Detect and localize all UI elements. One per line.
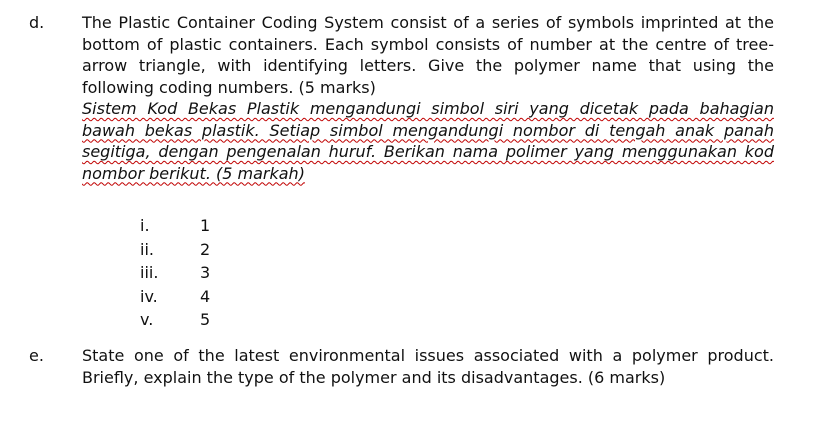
item-code-number: 5 <box>200 310 211 329</box>
item-code-number: 1 <box>200 216 211 235</box>
list-item <box>140 309 230 333</box>
list-item <box>140 262 230 286</box>
question-e-label: e. <box>29 346 44 365</box>
question-d-english: The Plastic Container Coding System consist of a series of symbols imprinted at the bottom of plastic containers. Each symbol consists of number at the centre of tree-arrow triangle, with identifying letters. Give the polymer name that using the following coding numbers. (5 marks) <box>82 13 774 97</box>
item-roman-numeral: i. <box>140 216 150 235</box>
item-roman-numeral: ii. <box>140 239 154 259</box>
question-d-malay: Sistem Kod Bekas Plastik mengandungi simbol siri yang dicetak pada bahagian bawah bekas plastik. Setiap simbol mengandungi nombor di tengah anak panah segitiga, dengan pengenalan huruf. Berikan nama polimer yang menggunakan kod nombor berikut. (5 markah) <box>82 99 774 183</box>
question-e-text: State one of the latest environmental issues associated with a polymer product. Briefly, explain the type of the polymer and its disadvantages. (6 marks) <box>82 346 774 387</box>
question-d-text <box>82 12 774 184</box>
list-item <box>140 239 230 263</box>
item-code-number: 2 <box>200 239 211 259</box>
item-code-number: 3 <box>200 263 211 282</box>
list-item <box>140 215 230 239</box>
coding-number-list <box>140 215 230 333</box>
item-roman-numeral: v. <box>140 310 154 329</box>
item-roman-numeral: iv. <box>140 286 158 306</box>
item-code-number: 4 <box>200 286 211 306</box>
list-item <box>140 286 230 310</box>
item-roman-numeral: iii. <box>140 263 159 282</box>
question-d-label: d. <box>29 13 45 32</box>
